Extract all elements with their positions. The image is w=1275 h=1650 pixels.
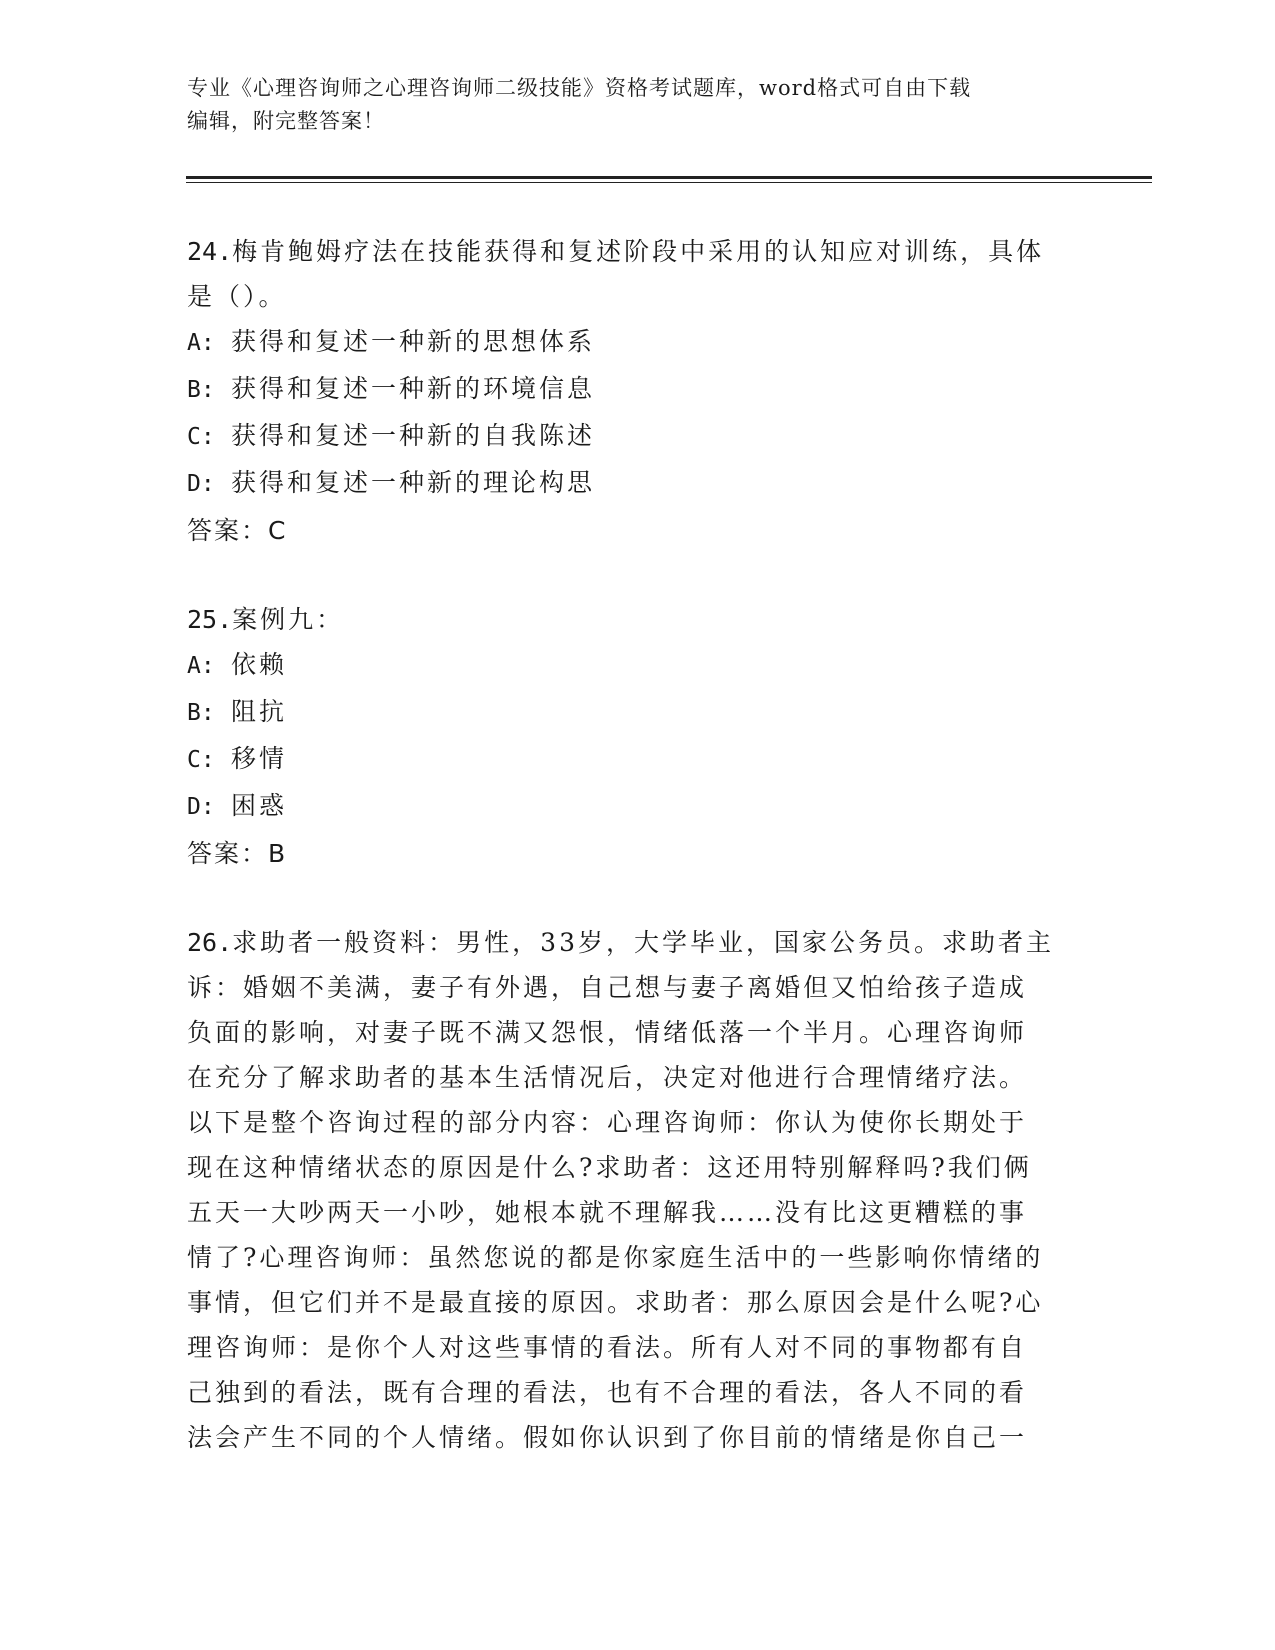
option-c — [187, 736, 1077, 783]
question-stem-line: 情了?心理咨询师：虽然您说的都是你家庭生活中的一些影响你情绪的 — [187, 1243, 1044, 1272]
option-b — [187, 366, 1077, 413]
option-text: 获得和复述一种新的思想体系 — [231, 327, 596, 356]
answer-line: 答案：C — [187, 516, 288, 545]
question-number: 24. — [187, 237, 233, 266]
option-letter: A: — [187, 330, 215, 356]
option-d — [187, 783, 1077, 830]
header-divider-thick — [186, 176, 1152, 179]
answer-line: 答案：B — [187, 839, 288, 868]
option-letter: C: — [187, 424, 215, 450]
header-divider-thin — [186, 182, 1152, 183]
question-stem-line: 理咨询师：是你个人对这些事情的看法。所有人对不同的事物都有自 — [187, 1333, 1028, 1362]
option-letter: B: — [187, 700, 215, 726]
option-b — [187, 689, 1077, 736]
option-a — [187, 319, 1077, 366]
option-text: 阻抗 — [231, 697, 288, 726]
question-stem-line: 是（）。 — [187, 282, 287, 311]
header-line-1: 专业《心理咨询师之心理咨询师二级技能》资格考试题库，word格式可自由下载 — [187, 76, 972, 100]
option-text: 移情 — [231, 744, 288, 773]
option-text: 依赖 — [231, 650, 288, 679]
option-letter: A: — [187, 653, 215, 679]
question-number: 25. — [187, 605, 233, 634]
option-text: 获得和复述一种新的自我陈述 — [231, 421, 596, 450]
option-d — [187, 460, 1077, 507]
question-stem-line: 以下是整个咨询过程的部分内容：心理咨询师：你认为使你长期处于 — [187, 1108, 1028, 1137]
question-stem-line: 事情，但它们并不是最直接的原因。求助者：那么原因会是什么呢?心 — [187, 1288, 1044, 1317]
document-header — [187, 72, 1067, 138]
question-24 — [187, 229, 1077, 554]
option-c — [187, 413, 1077, 460]
question-26 — [187, 920, 1077, 1460]
option-letter: B: — [187, 377, 215, 403]
question-stem-line: 诉：婚姻不美满，妻子有外遇，自己想与妻子离婚但又怕给孩子造成 — [187, 973, 1028, 1002]
question-stem-line: 26.求助者一般资料：男性，33岁，大学毕业，国家公务员。求助者主 — [187, 928, 1054, 957]
question-stem-line: 现在这种情绪状态的原因是什么?求助者：这还用特别解释吗?我们俩 — [187, 1153, 1032, 1182]
question-stem-line: 法会产生不同的个人情绪。假如你认识到了你目前的情绪是你自己一 — [187, 1423, 1028, 1452]
option-letter: D: — [187, 794, 215, 820]
option-text: 获得和复述一种新的理论构思 — [231, 468, 596, 497]
question-number: 26. — [187, 928, 233, 957]
option-letter: C: — [187, 747, 215, 773]
option-letter: D: — [187, 471, 215, 497]
question-25 — [187, 597, 1077, 877]
option-text: 困惑 — [231, 791, 288, 820]
question-stem-line: 25.案例九： — [187, 605, 345, 634]
question-stem-line: 己独到的看法，既有合理的看法，也有不合理的看法，各人不同的看 — [187, 1378, 1028, 1407]
option-text: 获得和复述一种新的环境信息 — [231, 374, 596, 403]
question-stem-line: 在充分了解求助者的基本生活情况后，决定对他进行合理情绪疗法。 — [187, 1063, 1028, 1092]
question-stem-line: 24.梅肯鲍姆疗法在技能获得和复述阶段中采用的认知应对训练，具体 — [187, 237, 1045, 266]
question-stem-line: 五天一大吵两天一小吵，她根本就不理解我……没有比这更糟糕的事 — [187, 1198, 1028, 1227]
question-list — [187, 229, 1077, 1460]
question-stem-line: 负面的影响，对妻子既不满又怨恨，情绪低落一个半月。心理咨询师 — [187, 1018, 1028, 1047]
header-line-2: 编辑，附完整答案！ — [187, 109, 385, 133]
option-a — [187, 642, 1077, 689]
